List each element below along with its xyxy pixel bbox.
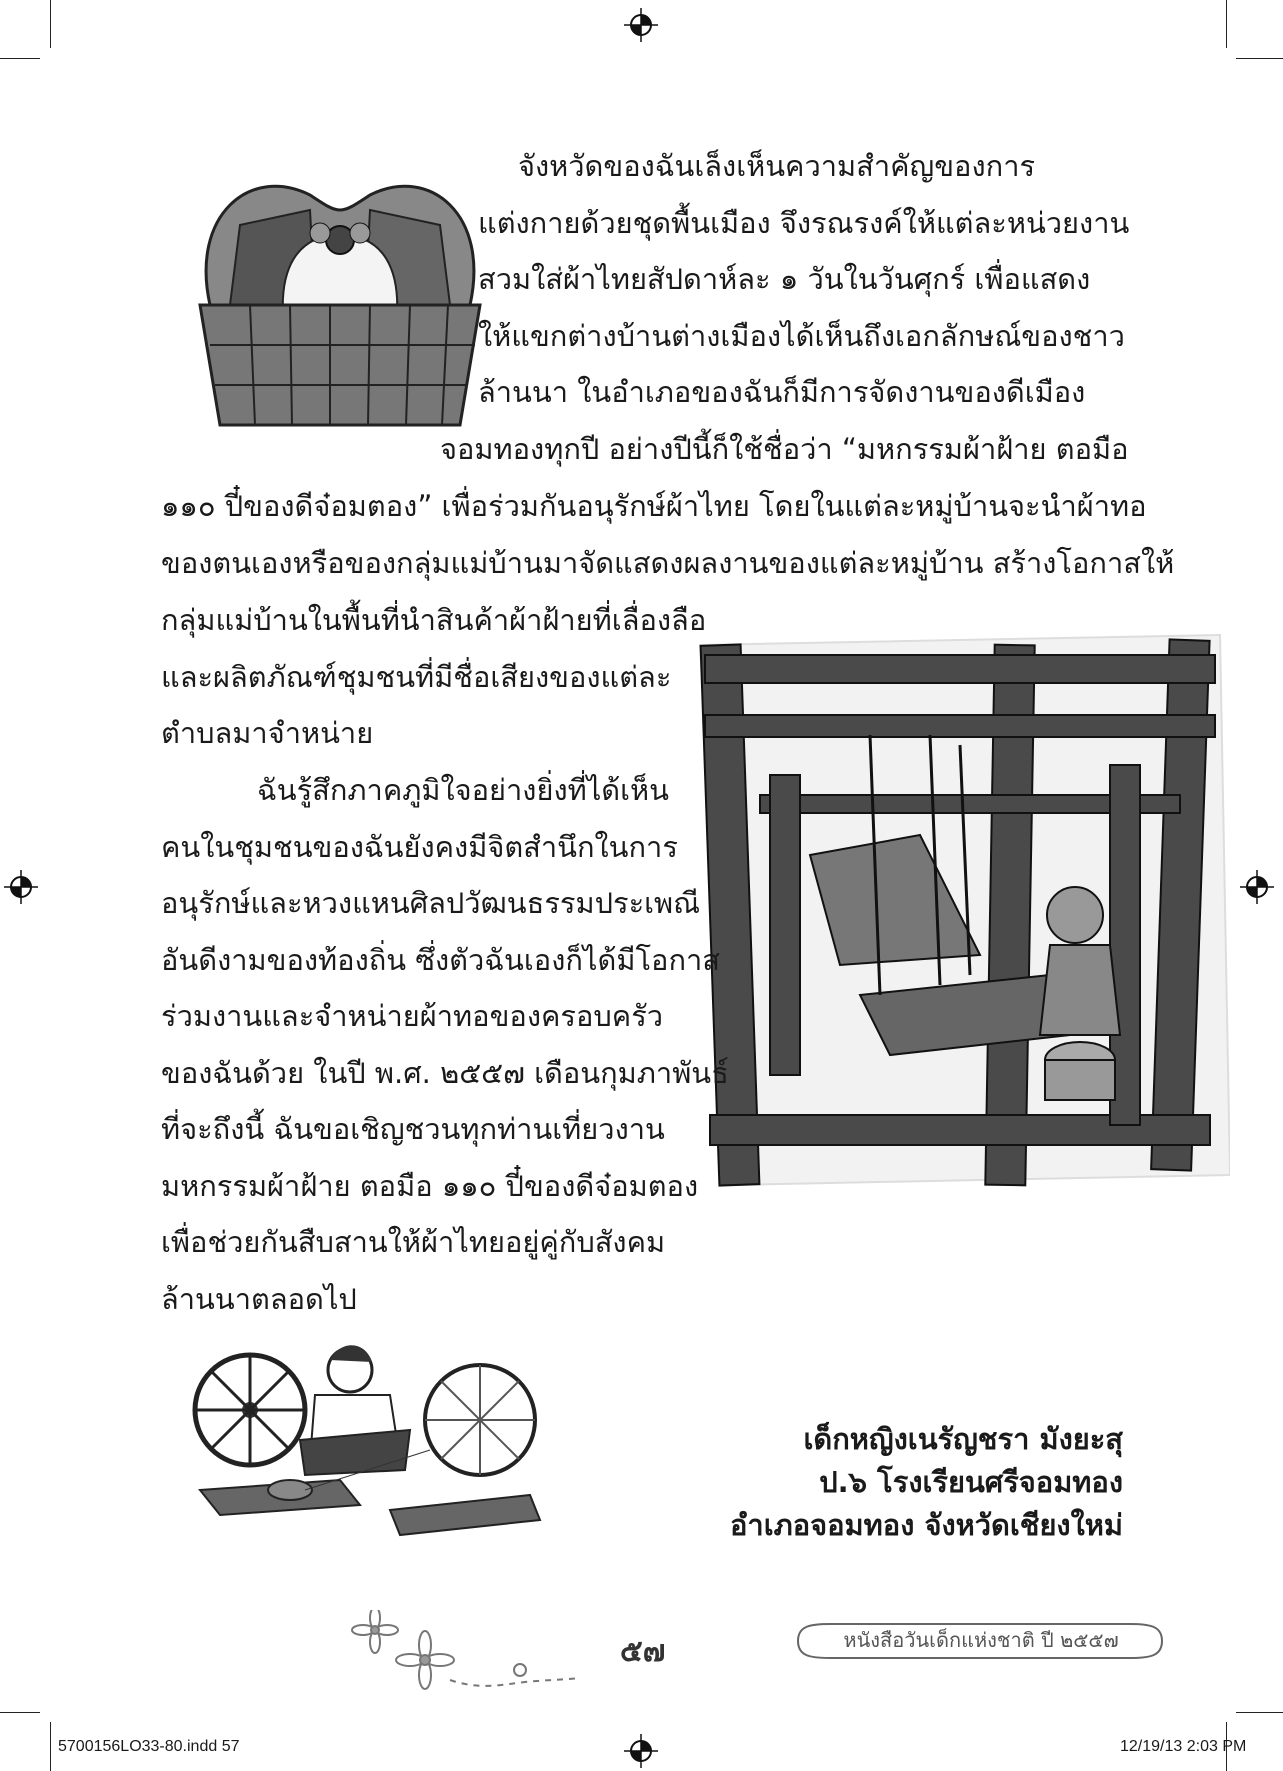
crop-mark	[1236, 1712, 1283, 1713]
text-line: คนในชุมชนของฉันยังคงมีจิตสำนึกในการ	[161, 829, 678, 864]
flower-decoration-icon	[350, 1610, 590, 1700]
spinning-wheel-illustration	[190, 1340, 550, 1550]
text-line: จอมทองทุกปี อย่างปีนี้ก็ใช้ชื่อว่า “มหกรรมผ้าฝ้าย ตอมือ	[440, 431, 1129, 466]
print-date-info: 12/19/13 2:03 PM	[1120, 1738, 1247, 1755]
text-line: ล้านนา ในอำเภอของฉันก็มีการจัดงานของดีเมือง	[478, 375, 1086, 409]
text-line: อันดีงามของท้องถิ่น ซึ่งตัวฉันเองก็ได้มีโอกาส	[161, 942, 720, 977]
text-line: ให้แขกต่างบ้านต่างเมืองได้เห็นถึงเอกลักษณ์ของชาว	[478, 318, 1125, 353]
article-intro	[440, 138, 1130, 477]
registration-mark-icon	[1240, 870, 1274, 904]
registration-mark-icon	[624, 8, 658, 42]
text-line: ฉันรู้สึกภาคภูมิใจอย่างยิ่งที่ได้เห็น	[257, 773, 669, 807]
author-signature	[730, 1418, 1123, 1547]
article-left-column-2	[161, 762, 729, 1327]
text-line: ๑๑๐ ปี๋ของดีจ๋อมตอง” เพื่อร่วมกันอนุรักษ์ผ้าไทย โดยในแต่ละหมู่บ้านจะนำผ้าทอ	[161, 489, 1147, 523]
text-line: สวมใส่ผ้าไทยสัปดาห์ละ ๑ วันในวันศุกร์ เพื่อแสดง	[478, 262, 1091, 296]
text-line: ตำบลมาจำหน่าย	[161, 716, 374, 750]
registration-mark-icon	[624, 1734, 658, 1768]
crop-mark	[1226, 0, 1227, 48]
article-left-column-1	[161, 592, 706, 762]
crop-mark	[1236, 58, 1283, 59]
crop-mark	[0, 58, 40, 59]
text-line: ของตนเองหรือของกลุ่มแม่บ้านมาจัดแสดงผลงานของแต่ละหมู่บ้าน สร้างโอกาสให้	[161, 545, 1175, 580]
costume-illustration	[190, 155, 490, 435]
crop-mark	[0, 1712, 40, 1713]
registration-mark-icon	[4, 870, 38, 904]
text-line: ของฉันด้วย ในปี พ.ศ. ๒๕๕๗ เดือนกุมภาพันธ์	[161, 1055, 729, 1090]
text-line: และผลิตภัณฑ์ชุมชนที่มีชื่อเสียงของแต่ละ	[161, 659, 672, 694]
loom-illustration	[690, 615, 1230, 1195]
text-line: อนุรักษ์และหวงแหนศิลปวัฒนธรรมประเพณี	[161, 886, 701, 920]
author-district: อำเภอจอมทอง จังหวัดเชียงใหม่	[730, 1508, 1123, 1542]
text-line: มหกรรมผ้าฝ้าย ตอมือ ๑๑๐ ปี๋ของดีจ๋อมตอง	[161, 1168, 699, 1203]
text-line: ล้านนาตลอดไป	[161, 1281, 357, 1316]
book-banner: หนังสือวันเด็กแห่งชาติ ปี ๒๕๕๗	[843, 1628, 1119, 1652]
crop-mark	[50, 0, 51, 48]
author-name: เด็กหญิงเนรัญชรา มังยะสุ	[803, 1422, 1123, 1456]
text-line: แต่งกายด้วยชุดพื้นเมือง จึงรณรงค์ให้แต่ละหน่วยงาน	[478, 205, 1130, 240]
page-number: ๕๗	[620, 1634, 666, 1669]
crop-mark	[50, 1722, 51, 1771]
text-line: ร่วมงานและจำหน่ายผ้าทอของครอบครัว	[161, 999, 664, 1033]
author-school: ป.๖ โรงเรียนศรีจอมทอง	[819, 1465, 1123, 1499]
text-line: เพื่อช่วยกันสืบสานให้ผ้าไทยอยู่คู่กับสังคม	[161, 1225, 666, 1259]
text-line: ที่จะถึงนี้ ฉันขอเชิญชวนทุกท่านเที่ยวงาน	[161, 1112, 665, 1146]
text-line: กลุ่มแม่บ้านในพื้นที่นำสินค้าผ้าฝ้ายที่เลื่องลือ	[161, 603, 707, 637]
text-line: จังหวัดของฉันเล็งเห็นความสำคัญของการ	[518, 149, 1036, 183]
article-full-width	[161, 478, 1174, 591]
print-file-info: 5700156LO33-80.indd 57	[58, 1738, 240, 1755]
